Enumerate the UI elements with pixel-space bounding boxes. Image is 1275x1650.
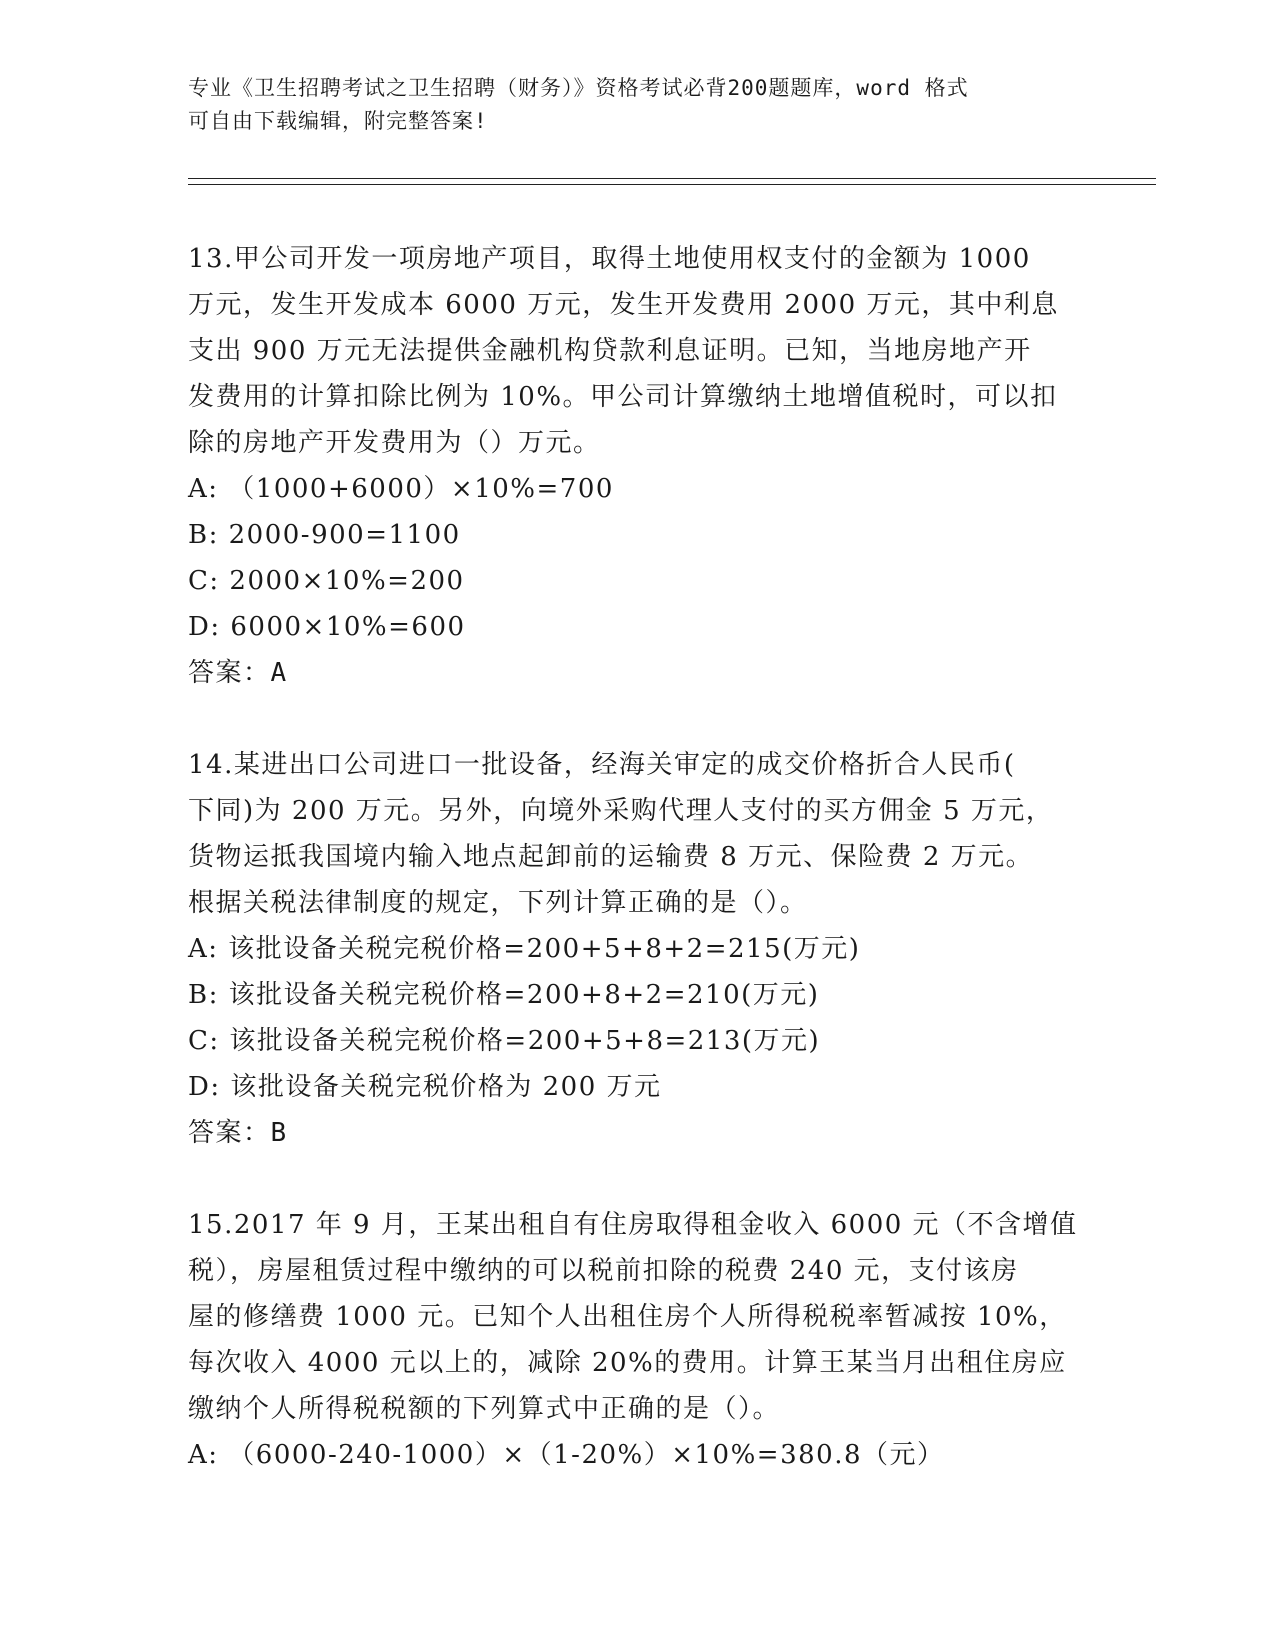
option-d: D: 该批设备关税完税价格为 200 万元 [188, 1072, 662, 1102]
question-list [188, 236, 1088, 1478]
header-line: 专业《卫生招聘考试之卫生招聘（财务）》资格考试必背200题题库，word 格式 [188, 76, 969, 100]
question-text-line: 下同)为 200 万元。另外，向境外采购代理人支付的买方佣金 5 万元， [188, 796, 1054, 826]
question-text-line: 货物运抵我国境内输入地点起卸前的运输费 8 万元、保险费 2 万元。 [188, 842, 1034, 872]
header-divider-bottom [188, 184, 1156, 185]
question-text-line: 缴纳个人所得税税额的下列算式中正确的是（）。 [188, 1394, 781, 1424]
header-line: 可自由下载编辑，附完整答案! [188, 109, 488, 133]
question-text-line: 税），房屋租赁过程中缴纳的可以税前扣除的税费 240 元，支付该房 [188, 1256, 1019, 1286]
question-text-line: 支出 900 万元无法提供金融机构贷款利息证明。已知，当地房地产开 [188, 336, 1032, 366]
question-text-line: 每次收入 4000 元以上的，减除 20%的费用。计算王某当月出租住房应 [188, 1348, 1067, 1378]
question-text-line: 发费用的计算扣除比例为 10%。甲公司计算缴纳土地增值税时，可以扣 [188, 382, 1058, 412]
question-spacer [188, 696, 1088, 742]
question-spacer [188, 1156, 1088, 1202]
question-13 [188, 236, 1088, 696]
question-text-line: 除的房地产开发费用为（）万元。 [188, 428, 601, 458]
option-a: A: 该批设备关税完税价格=200+5+8+2=215(万元) [188, 934, 861, 964]
option-c: C: 该批设备关税完税价格=200+5+8=213(万元) [188, 1026, 821, 1056]
answer-text: 答案：B [188, 1118, 288, 1148]
question-text-line: 万元，发生开发成本 6000 万元，发生开发费用 2000 万元，其中利息 [188, 290, 1059, 320]
option-b: B: 2000-900=1100 [188, 520, 461, 550]
option-d: D: 6000×10%=600 [188, 612, 466, 642]
question-text-line: 屋的修缮费 1000 元。已知个人出租住房个人所得税税率暂减按 10%， [188, 1302, 1067, 1332]
document-header [188, 72, 1068, 138]
option-c: C: 2000×10%=200 [188, 566, 465, 596]
question-text-line: 13.甲公司开发一项房地产项目，取得土地使用权支付的金额为 1000 [188, 244, 1031, 274]
question-15 [188, 1202, 1088, 1478]
header-divider-top [188, 178, 1156, 179]
question-text-line: 根据关税法律制度的规定，下列计算正确的是（）。 [188, 888, 808, 918]
question-14 [188, 742, 1088, 1156]
option-b: B: 该批设备关税完税价格=200+8+2=210(万元) [188, 980, 820, 1010]
option-a: A: （1000+6000）×10%=700 [188, 474, 614, 504]
option-a: A: （6000-240-1000）×（1-20%）×10%=380.8（元） [188, 1440, 945, 1470]
question-text-line: 14.某进出口公司进口一批设备，经海关审定的成交价格折合人民币( [188, 750, 1016, 780]
answer-text: 答案：A [188, 658, 288, 688]
question-text-line: 15.2017 年 9 月，王某出租自有住房取得租金收入 6000 元（不含增值 [188, 1210, 1078, 1240]
